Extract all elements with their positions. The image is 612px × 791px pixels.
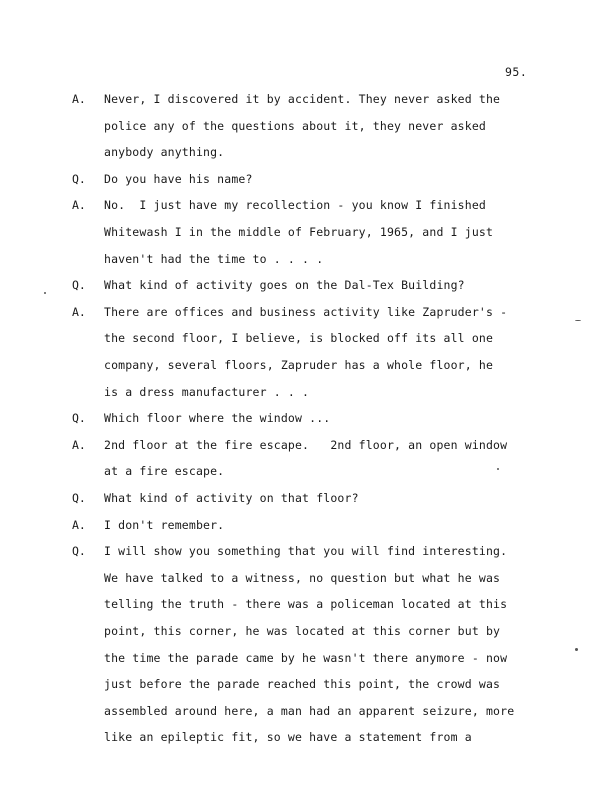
transcript-line: No. I just have my recollection - you know I finished (104, 198, 486, 213)
speaker-label: A. (72, 437, 86, 452)
transcript-line: 2nd floor at the fire escape. 2nd floor, an open window (104, 437, 508, 452)
transcript-line: just before the parade reached this point, the crowd was (104, 677, 501, 692)
transcript-line: telling the truth - there was a policeman located at this (104, 597, 508, 612)
transcript-line: There are offices and business activity like Zapruder's - (104, 304, 508, 319)
transcript-line: assembled around here, a man had an apparent seizure, more (104, 703, 515, 718)
transcript-line: is a dress manufacturer . . . (104, 384, 310, 399)
transcript-line: like an epileptic fit, so we have a statement from a (104, 730, 472, 745)
scan-speck (44, 292, 46, 294)
scan-speck (497, 468, 499, 470)
speaker-label: Q. (72, 171, 86, 186)
transcript-line: I don't remember. (104, 517, 225, 532)
transcript-line: at a fire escape. (104, 464, 225, 479)
transcript-line: point, this corner, he was located at this corner but by (104, 624, 501, 638)
transcript-line: What kind of activity on that floor? (104, 491, 359, 505)
transcript-line: Which floor where the window ... (104, 411, 331, 426)
transcript-line: Whitewash I in the middle of February, 1965, and I just (104, 225, 494, 239)
speaker-label: Q. (72, 544, 86, 559)
transcript-line: I will show you something that you will find interesting. (104, 544, 508, 559)
transcript-line: We have talked to a witness, no question but what he was (104, 570, 501, 585)
speaker-label: Q. (72, 278, 86, 293)
transcript-line: What kind of activity goes on the Dal-Tex Building? (104, 278, 465, 293)
transcript-line: Do you have his name? (104, 171, 253, 186)
transcript-line: anybody anything. (104, 145, 225, 160)
speaker-label: Q. (72, 491, 86, 505)
transcript-line: haven't had the time to . . . . (104, 251, 324, 266)
transcript-line: police any of the questions about it, they never asked (104, 118, 486, 133)
speaker-label: A. (72, 92, 86, 106)
scan-speck (575, 320, 581, 321)
speaker-label: A. (72, 517, 86, 532)
speaker-label: Q. (72, 411, 86, 426)
page-number: 95. (505, 65, 528, 79)
speaker-label: A. (72, 304, 86, 319)
transcript-line: Never, I discovered it by accident. They never asked the (104, 92, 501, 106)
speaker-label: A. (72, 198, 86, 213)
scan-speck (575, 648, 578, 651)
transcript-line: the second floor, I believe, is blocked off its all one (104, 331, 494, 346)
transcript-line: company, several floors, Zapruder has a whole floor, he (104, 358, 494, 372)
transcript-line: the time the parade came by he wasn't there anymore - now (104, 650, 508, 665)
